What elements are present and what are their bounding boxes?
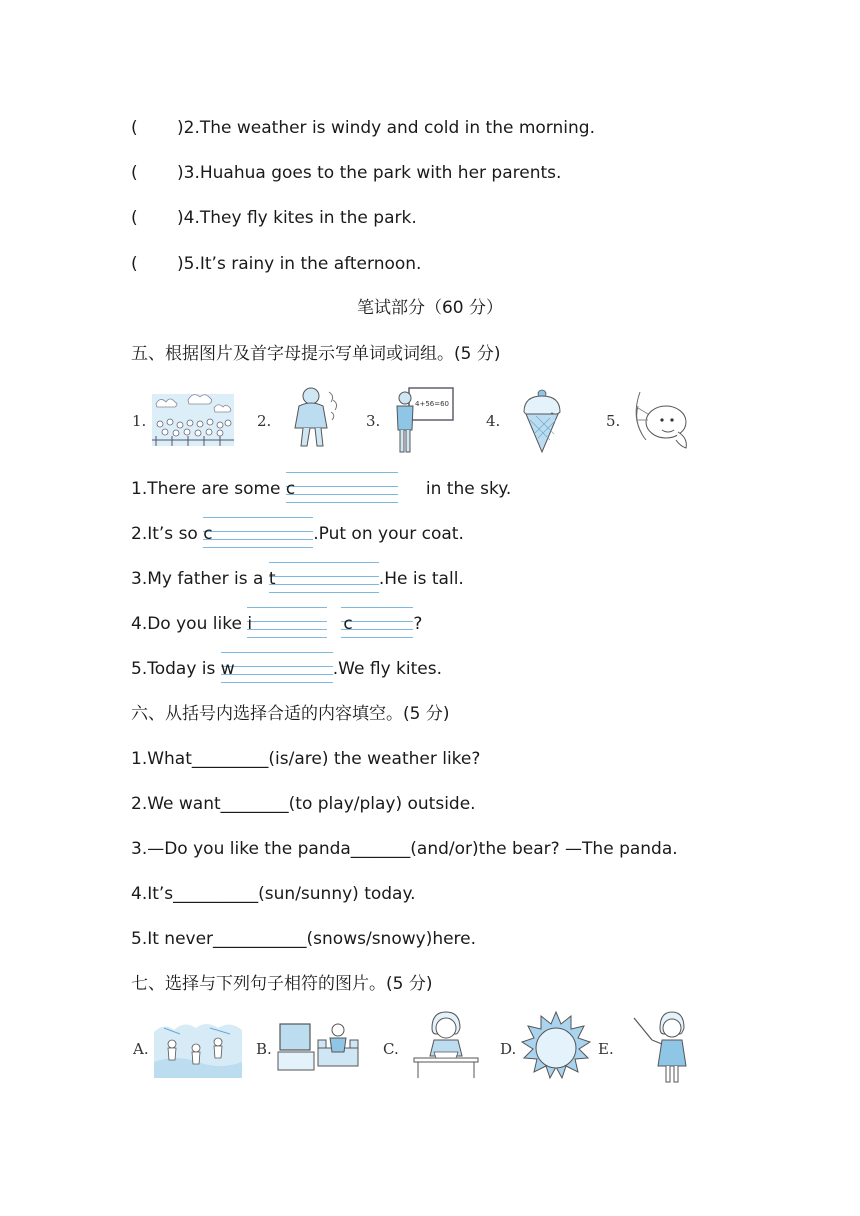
section5-question-2: 2.It’s so c .Put on your coat. <box>131 523 464 545</box>
section6-question-4: 4.It’s__________(sun/sunny) today. <box>131 884 416 904</box>
section5-question-3: 3.My father is a t .He is tall. <box>131 568 464 590</box>
listening-item-text: 4.They fly kites in the park. <box>183 208 417 228</box>
kids-playing-snow-picture <box>154 1018 242 1078</box>
pic-label-1: 1. <box>132 412 147 430</box>
listening-item-text: 2.The weather is windy and cold in the morning. <box>183 118 595 138</box>
pic-label-b: B. <box>256 1040 272 1058</box>
listening-item-2: ( )2.The weather is windy and cold in the morning. <box>131 118 595 138</box>
section6-heading: 六、从括号内选择合适的内容填空。(5 分) <box>131 704 450 724</box>
girl-reading-picture <box>412 1010 480 1080</box>
windy-picture <box>634 388 692 452</box>
answer-blank-1[interactable]: c <box>286 478 398 500</box>
listening-item-4: ( )4.They fly kites in the park. <box>131 208 417 228</box>
section6-question-5: 5.It never___________(snows/snowy)here. <box>131 929 477 949</box>
clouds-field-picture <box>152 388 234 450</box>
section6-question-2: 2.We want________(to play/play) outside. <box>131 794 476 814</box>
boy-watching-tv-picture <box>278 1018 368 1078</box>
tall-teacher-picture <box>393 386 455 454</box>
listening-item-text: 5.It’s rainy in the afternoon. <box>183 254 422 274</box>
section5-question-5: 5.Today is w .We fly kites. <box>131 658 442 680</box>
sun-picture <box>520 1012 592 1084</box>
section7-heading: 七、选择与下列句子相符的图片。(5 分) <box>131 974 433 994</box>
pic-label-4: 4. <box>486 412 501 430</box>
pic-label-5: 5. <box>606 412 621 430</box>
pic-label-c: C. <box>383 1040 399 1058</box>
listening-item-text: 3.Huahua goes to the park with her parents. <box>183 163 562 183</box>
pic-label-e: E. <box>598 1040 614 1058</box>
pic-label-a: A. <box>133 1040 149 1058</box>
section5-question-4: 4.Do you like i c ? <box>131 613 422 635</box>
listening-item-5: ( )5.It’s rainy in the afternoon. <box>131 254 422 274</box>
written-part-title: 笔试部分（60 分） <box>356 298 504 318</box>
answer-blank-5[interactable]: w <box>221 658 333 680</box>
answer-blank-2[interactable]: c <box>203 523 313 545</box>
listening-item-3: ( )3.Huahua goes to the park with her parents. <box>131 163 562 183</box>
girl-teacher-picture <box>630 1010 690 1084</box>
section5-heading: 五、根据图片及首字母提示写单词或词组。(5 分) <box>131 344 501 364</box>
section5-question-1: 1.There are some c in the sky. <box>131 478 511 500</box>
section6-question-3: 3.—Do you like the panda_______(and/or)the bear? —The panda. <box>131 839 678 859</box>
svg-text:4+56=60: 4+56=60 <box>415 400 449 408</box>
answer-blank-4a[interactable]: i <box>247 613 327 635</box>
pic-label-2: 2. <box>257 412 272 430</box>
pic-label-d: D. <box>500 1040 517 1058</box>
ice-cream-picture <box>520 388 566 454</box>
answer-blank-3[interactable]: t <box>269 568 379 590</box>
section6-question-1: 1.What_________(is/are) the weather like? <box>131 749 481 769</box>
pic-label-3: 3. <box>366 412 381 430</box>
cold-person-picture <box>285 386 341 452</box>
answer-blank-4b[interactable]: c <box>341 613 413 635</box>
